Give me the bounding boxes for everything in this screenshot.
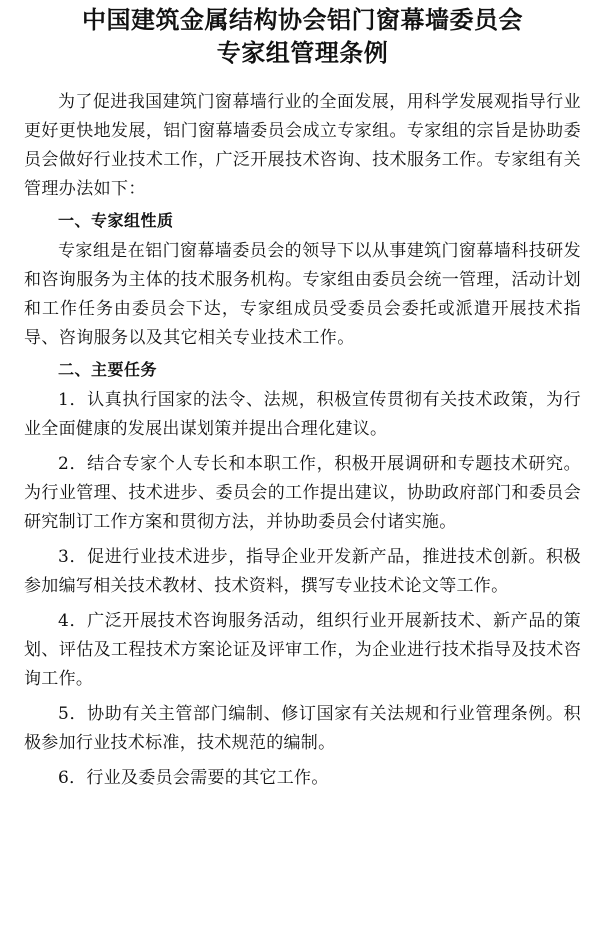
- task-item-4: 4．广泛开展技术咨询服务活动，组织行业开展新技术、新产品的策划、评估及工程技术方案论证及评审工作，为企业进行技术指导及技术咨询工作。: [24, 611, 581, 689]
- task-item-5: 5．协助有关主管部门编制、修订国家有关法规和行业管理条例。积极参加行业技术标准，技术规范的编制。: [24, 704, 581, 753]
- intro-paragraph: 为了促进我国建筑门窗幕墙行业的全面发展，用科学发展观指导行业更好更快地发展，铝门窗幕墙委员会成立专家组。专家组的宗旨是协助委员会做好行业技术工作，广泛开展技术咨询、技术服务工作。专家组有关管理办法如下：: [24, 92, 581, 199]
- task-item-1: 1．认真执行国家的法令、法规，积极宣传贯彻有关技术政策，为行业全面健康的发展出谋划策并提出合理化建议。: [24, 390, 581, 439]
- section-2-heading: 二、主要任务: [58, 360, 158, 379]
- task-item-6: 6．行业及委员会需要的其它工作。: [58, 768, 329, 788]
- task-item-2: 2．结合专家个人专长和本职工作，积极开展调研和专题技术研究。为行业管理、技术进步、委员会的工作提出建议，协助政府部门和委员会研究制订工作方案和贯彻方法，并协助委员会付诸实施。: [24, 454, 581, 532]
- document-body: [24, 88, 581, 793]
- section-1-heading: 一、专家组性质: [58, 211, 174, 230]
- section-1-paragraph: 专家组是在铝门窗幕墙委员会的领导下以从事建筑门窗幕墙科技研发和咨询服务为主体的技术服务机构。专家组由委员会统一管理，活动计划和工作任务由委员会下达，专家组成员受委员会委托或派遣开展技术指导、咨询服务以及其它相关专业技术工作。: [24, 241, 581, 348]
- title-line-2: 专家组管理条例: [216, 39, 389, 67]
- title-line-1: 中国建筑金属结构协会铝门窗幕墙委员会: [82, 6, 523, 34]
- task-item-3: 3．促进行业技术进步，指导企业开发新产品，推进技术创新。积极参加编写相关技术教材、技术资料，撰写专业技术论文等工作。: [24, 547, 581, 596]
- document-title: [24, 4, 581, 70]
